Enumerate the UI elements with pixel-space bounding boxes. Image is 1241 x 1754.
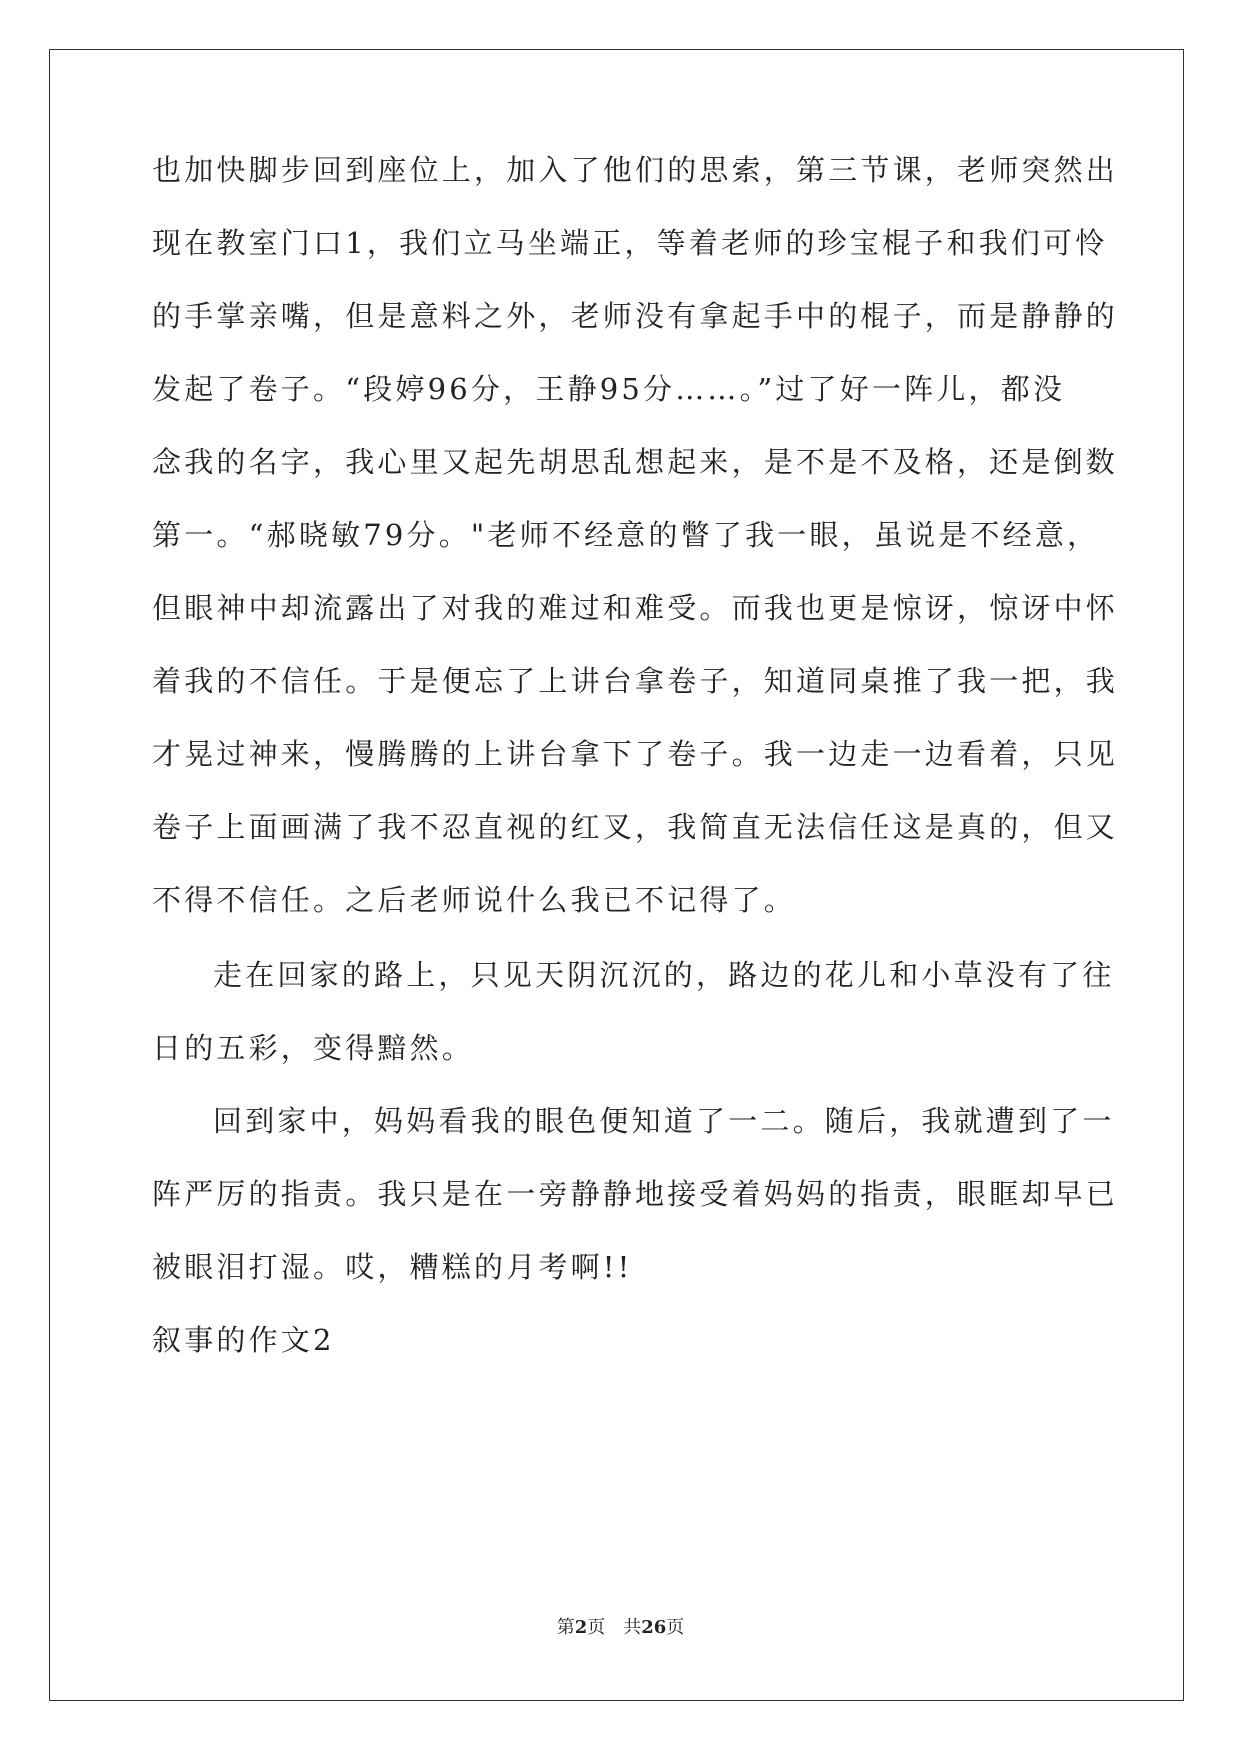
section-title: 叙事的作文2 — [152, 1323, 335, 1357]
body-line-11: 不得不信任。之后老师说什么我已不记得了。 — [152, 883, 797, 917]
body-line-9: 才晃过神来，慢腾腾的上讲台拿下了卷子。我一边走一边看着，只见 — [152, 737, 1119, 771]
body-line-6: 第一。“郝晓敏79分。"老师不经意的瞥了我一眼，虽说是不经意， — [152, 518, 1100, 552]
body-line-7: 但眼神中却流露出了对我的难过和难受。而我也更是惊讶，惊讶中怀 — [152, 591, 1119, 625]
footer-page-number: 2 — [574, 1617, 588, 1638]
body-line-1: 也加快脚步回到座位上，加入了他们的思索，第三节课，老师突然出 — [152, 153, 1119, 187]
page-footer — [0, 1616, 1241, 1640]
footer-prefix: 第 — [556, 1617, 575, 1638]
footer-suffix: 页 — [666, 1617, 685, 1638]
footer-total-pages: 26 — [641, 1617, 667, 1638]
body-line-2: 现在教室门口1，我们立马坐端正，等着老师的珍宝棍子和我们可怜 — [152, 226, 1108, 260]
body-line-5: 念我的名字，我心里又起先胡思乱想起来，是不是不及格，还是倒数 — [152, 445, 1119, 479]
body-line-12: 走在回家的路上，只见天阴沉沉的，路边的花儿和小草没有了往 — [213, 958, 1115, 992]
body-line-14: 回到家中，妈妈看我的眼色便知道了一二。随后，我就遭到了一 — [213, 1104, 1115, 1138]
body-line-16: 被眼泪打湿。哎，糟糕的月考啊!! — [152, 1250, 633, 1284]
body-line-15: 阵严厉的指责。我只是在一旁静静地接受着妈妈的指责，眼眶却早已 — [152, 1177, 1119, 1211]
body-line-8: 着我的不信任。于是便忘了上讲台拿卷子，知道同桌推了我一把，我 — [152, 664, 1119, 698]
body-line-10: 卷子上面画满了我不忍直视的红叉，我简直无法信任这是真的，但又 — [152, 810, 1119, 844]
body-line-4: 发起了卷子。“段婷96分，王静95分……。”过了好一阵儿，都没 — [152, 372, 1066, 406]
body-line-13: 日的五彩，变得黯然。 — [152, 1031, 475, 1065]
body-line-3: 的手掌亲嘴，但是意料之外，老师没有拿起手中的棍子，而是静静的 — [152, 299, 1119, 333]
footer-mid: 页 共 — [587, 1617, 642, 1638]
